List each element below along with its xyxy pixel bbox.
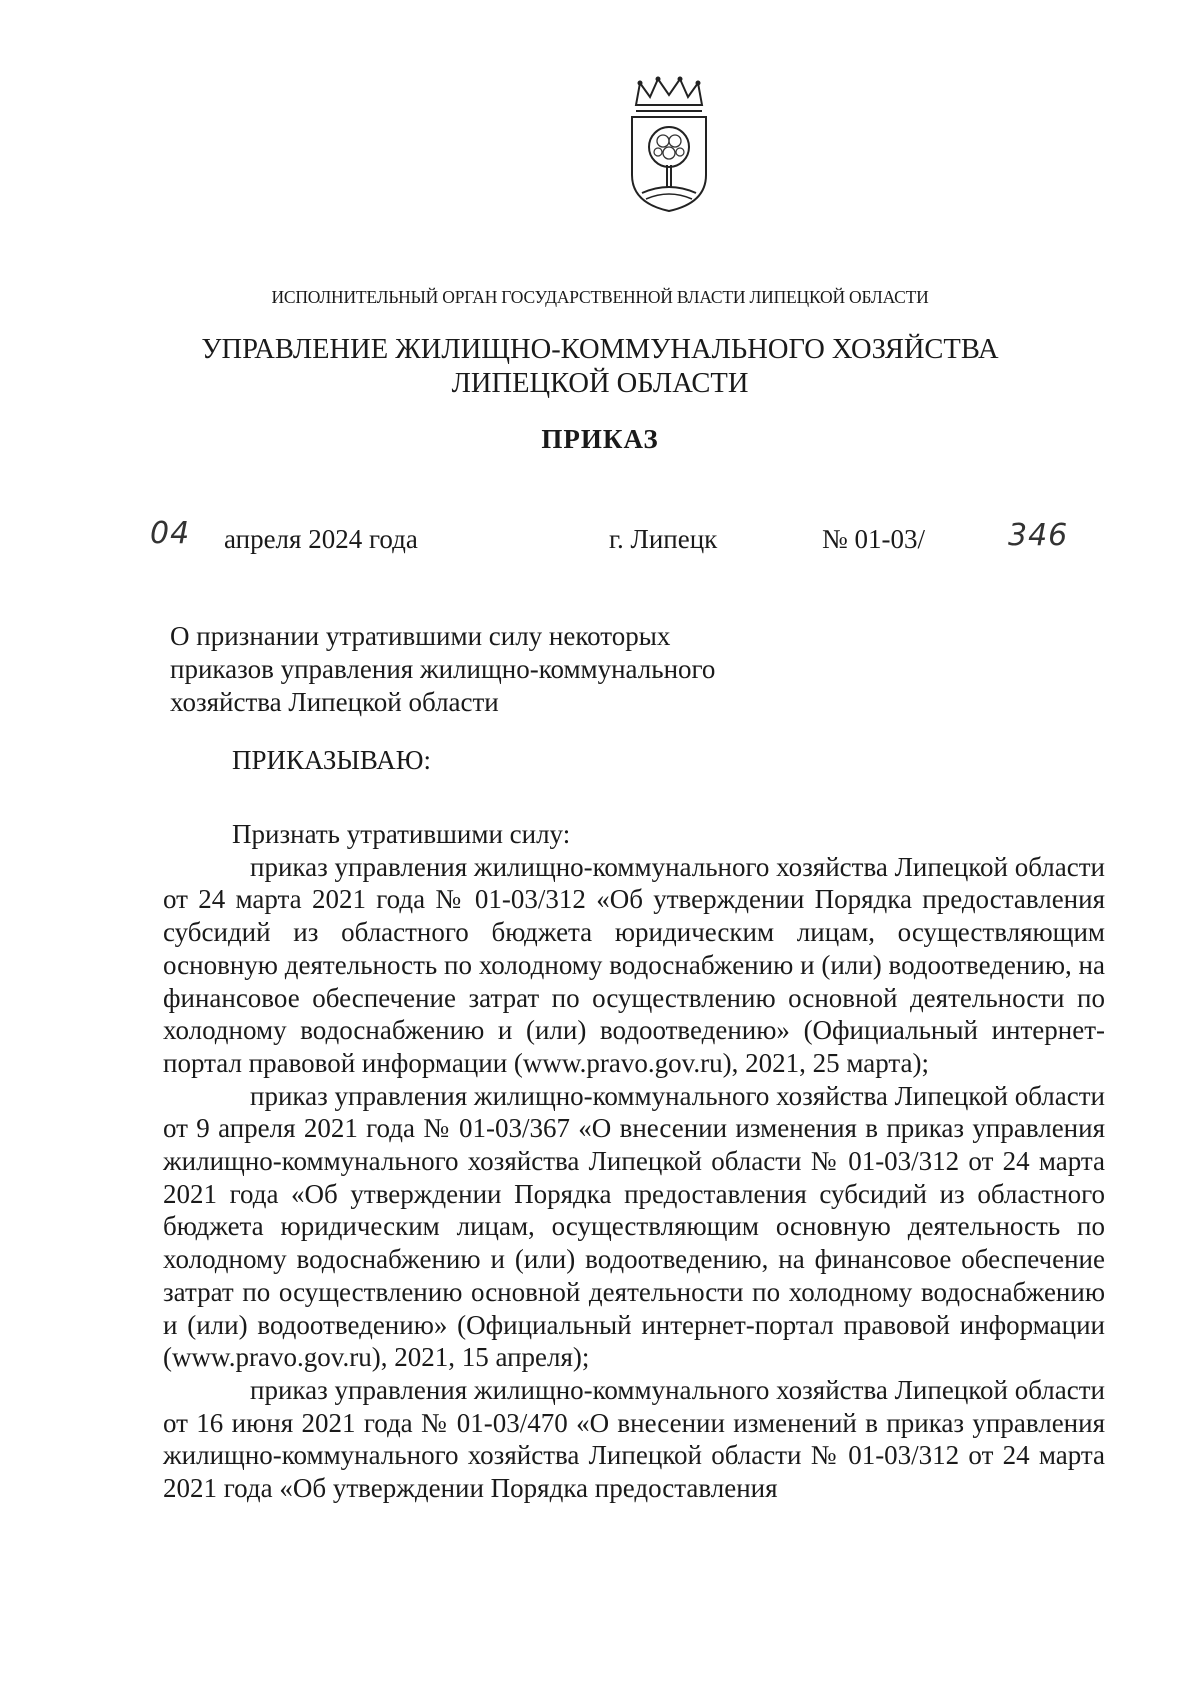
body-paragraph: приказ управления жилищно-коммунального хозяйства Липецкой области от 16 июня 2021 года № 01-03/470 «О внесении изменений в приказ управления жилищно-коммунального хозяйства Липецкой области № 01-03/312 от 24 марта 2021 года «Об утверждении Порядка предоставления [163,1374,1105,1504]
department-title [0,333,1200,401]
department-title-line: ЛИПЕЦКОЙ ОБЛАСТИ [451,368,749,399]
document-type: ПРИКАЗ [541,424,659,454]
orders-word: ПРИКАЗЫВАЮ: [232,745,431,775]
body-paragraph: приказ управления жилищно-коммунального хозяйства Липецкой области от 9 апреля 2021 года № 01-03/367 «О внесении изменения в приказ управления жилищно-коммунального хозяйства Липецкой области № 01-03/312 от 24 марта 2021 года «Об утверждении Порядка предоставления субсидий из областного бюджета юридическим лицам, осуществляющим основную деятельность по холодному водоснабжению и (или) водоотведению, на финансовое обеспечение затрат по осуществлению основной деятельности по холодному водоснабжению и (или) водоотведению» (Официальный интернет-портал правовой информации (www.pravo.gov.ru), 2021, 15 апреля); [163,1080,1105,1373]
subject-line: приказов управления жилищно-коммунального [170,654,716,684]
order-number-prefix: № 01-03/ [822,524,926,554]
department-title-line: УПРАВЛЕНИЕ ЖИЛИЩНО-КОММУНАЛЬНОГО ХОЗЯЙСТВА [201,334,999,365]
city: г. Липецк [609,524,718,554]
subject-line: хозяйства Липецкой области [170,687,499,717]
document-subject [170,620,715,719]
org-line: ИСПОЛНИТЕЛЬНЫЙ ОРГАН ГОСУДАРСТВЕННОЙ ВЛАСТИ ЛИПЕЦКОЙ ОБЛАСТИ [271,287,929,307]
subject-line: О признании утратившими силу некоторых [170,621,671,651]
coat-of-arms-icon [628,75,710,215]
document-body [163,818,1105,1505]
date-number-row [0,516,1200,570]
body-paragraph: приказ управления жилищно-коммунального хозяйства Липецкой области от 24 марта 2021 года № 01-03/312 «Об утверждении Порядка предоставления субсидий из областного бюджета юридическим лицам, осуществляющим основную деятельность по холодному водоснабжению и (или) водоотведению, на финансовое обеспечение затрат по осуществлению основной деятельности по холодному водоснабжению и (или) водоотведению» (Официальный интернет-портал правовой информации (www.pravo.gov.ru), 2021, 25 марта); [163,851,1105,1078]
handwritten-day: 04 [150,516,191,551]
body-intro: Признать утратившими силу: [232,819,571,849]
date-month-year: апреля 2024 года [224,524,418,554]
handwritten-order-number: 346 [1008,518,1069,553]
